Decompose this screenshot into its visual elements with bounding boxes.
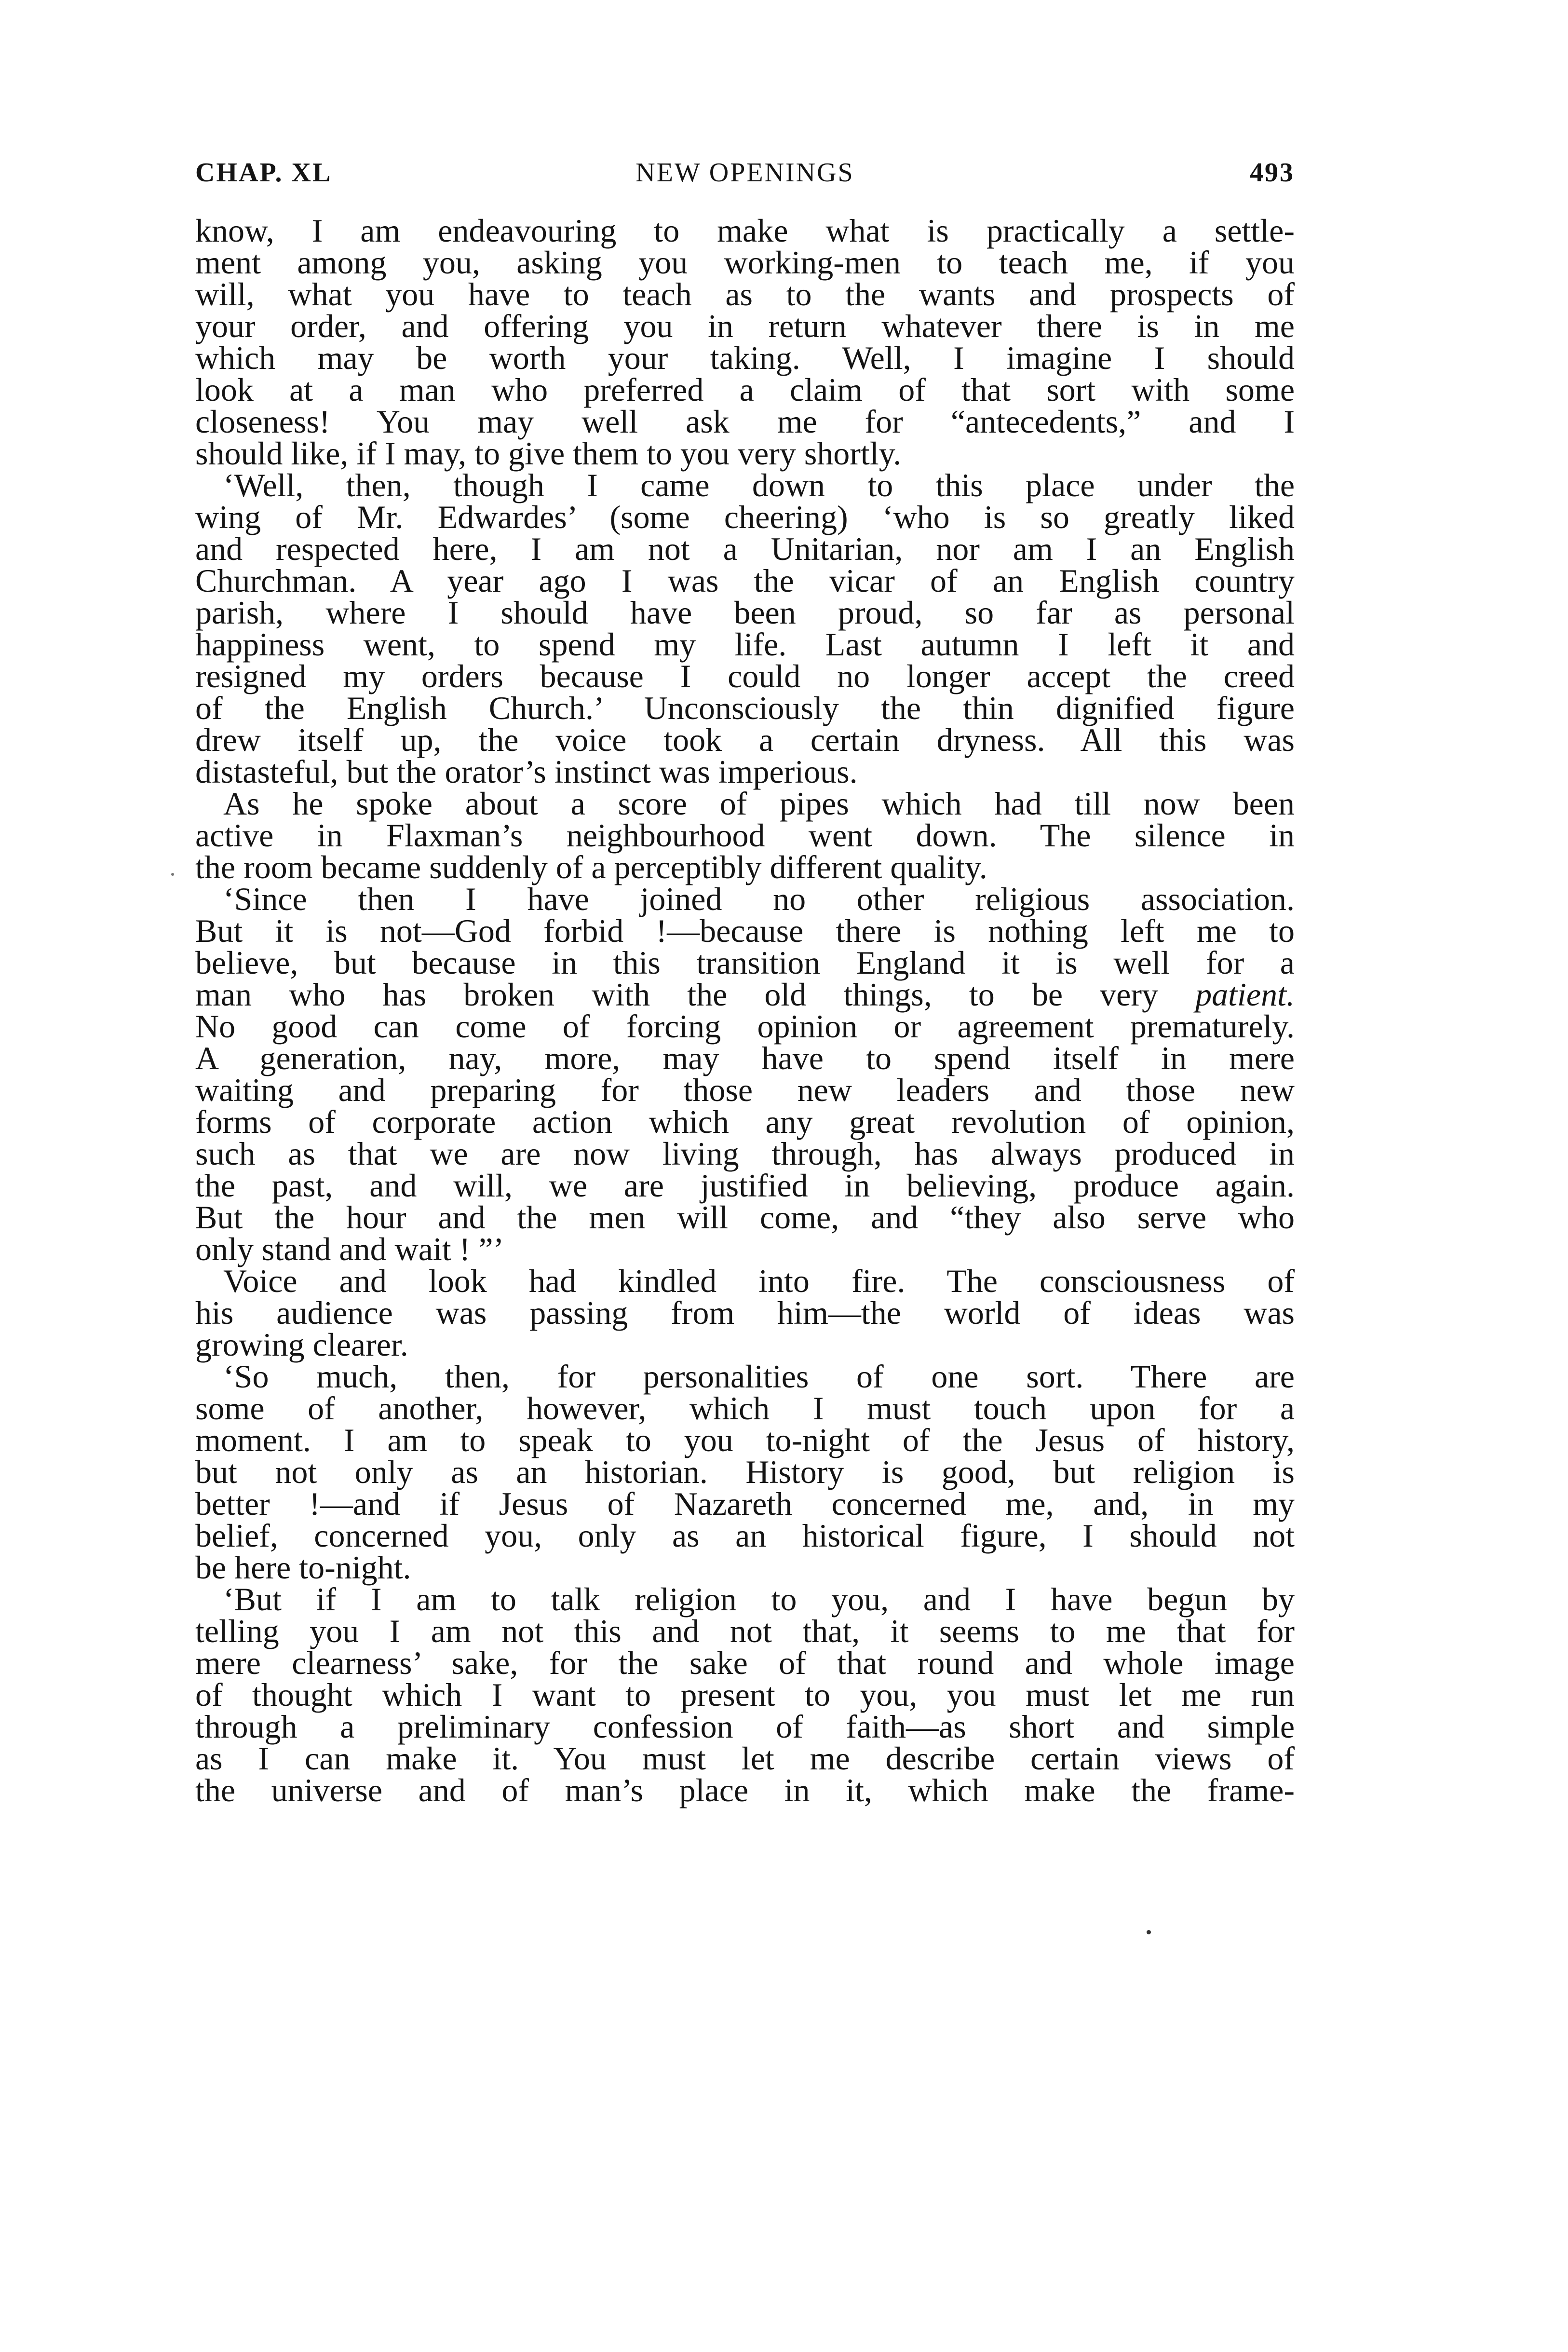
body-text (195, 212, 1295, 1808)
text-line: through a preliminary confession of faith—as short and simple (195, 1708, 1295, 1745)
text-line: should like, if I may, to give them to you very shortly. (195, 435, 902, 472)
text-line: parish, where I should have been proud, so far as personal (195, 594, 1295, 631)
text-line: distasteful, but the orator’s instinct was imperious. (195, 753, 858, 790)
running-header (195, 155, 1295, 194)
text-line: the past, and will, we are justified in believing, produce again. (195, 1167, 1295, 1204)
text-line: As he spoke about a score of pipes which had till now been (223, 785, 1295, 822)
text-line: forms of corporate action which any great revolution of opinion, (195, 1103, 1295, 1140)
text-line: ment among you, asking you working-men to teach me, if you (195, 244, 1295, 281)
text-line: active in Flaxman’s neighbourhood went down. The silence in (195, 817, 1295, 854)
text-line: growing clearer. (195, 1326, 408, 1363)
text-line: of the English Church.’ Unconsciously the thin dignified figure (195, 690, 1295, 726)
text-line: look at a man who preferred a claim of that sort with some (195, 371, 1295, 408)
text-line: better !—and if Jesus of Nazareth concerned me, and, in my (195, 1485, 1295, 1522)
text-line: and respected here, I am not a Unitarian, nor am I an English (195, 530, 1295, 567)
text-line: closeness! You may well ask me for “antecedents,” and I (195, 403, 1295, 440)
margin-speck (171, 873, 174, 876)
text-line: will, what you have to teach as to the wants and prospects of (195, 276, 1295, 313)
page-number: 493 (1250, 158, 1295, 188)
emphasis: patient. (1195, 976, 1295, 1013)
text-line: ‘Since then I have joined no other religious association. (223, 881, 1295, 917)
text-line: telling you I am not this and not that, it seems to me that for (195, 1613, 1295, 1649)
text-line: man who has broken with the old things, to be very patient. (195, 976, 1295, 1013)
text-line: moment. I am to speak to you to-night of the Jesus of history, (195, 1422, 1295, 1458)
text-line: the room became suddenly of a perceptibly different quality. (195, 849, 987, 885)
text-line: resigned my orders because I could no longer accept the creed (195, 658, 1295, 694)
text-line: ‘Well, then, though I came down to this place under the (223, 467, 1295, 503)
text-line: his audience was passing from him—the world of ideas was (195, 1294, 1295, 1331)
text-line: some of another, however, which I must touch upon for a (195, 1390, 1295, 1427)
text-line: Churchman. A year ago I was the vicar of an English country (195, 562, 1295, 599)
text-line: as I can make it. You must let me describe certain views of (195, 1740, 1295, 1777)
text-line: believe, but because in this transition England it is well for a (195, 944, 1295, 981)
text-line: your order, and offering you in return whatever there is in me (195, 308, 1295, 344)
text-line: But it is not—God forbid !—because there is nothing left me to (195, 912, 1295, 949)
text-line: but not only as an historian. History is good, but religion is (195, 1454, 1295, 1490)
text-line: mere clearness’ sake, for the sake of that round and whole image (195, 1645, 1295, 1681)
text-line: drew itself up, the voice took a certain dryness. All this was (195, 721, 1295, 758)
text-line: Voice and look had kindled into fire. The consciousness of (223, 1263, 1295, 1299)
text-line: happiness went, to spend my life. Last autumn I left it and (195, 626, 1295, 663)
text-line: wing of Mr. Edwardes’ (some cheering) ‘who is so greatly liked (195, 499, 1295, 535)
text-line: the universe and of man’s place in it, which make the frame- (195, 1772, 1295, 1808)
text-line: which may be worth your taking. Well, I imagine I should (195, 340, 1295, 376)
text-line: waiting and preparing for those new leaders and those new (195, 1072, 1295, 1108)
text-line: such as that we are now living through, has always produced in (195, 1135, 1295, 1172)
ink-speck (1147, 1930, 1151, 1934)
text-line: But the hour and the men will come, and “they also serve who (195, 1199, 1295, 1236)
text-line: only stand and wait ! ”’ (195, 1231, 504, 1267)
running-title: NEW OPENINGS (635, 158, 854, 188)
text-line: belief, concerned you, only as an historical figure, I should not (195, 1517, 1295, 1554)
chapter-label: CHAP. XL (195, 158, 332, 188)
text-line: No good can come of forcing opinion or agreement prematurely. (195, 1008, 1295, 1045)
text-line: of thought which I want to present to you, you must let me run (195, 1676, 1295, 1713)
text-line: be here to-night. (195, 1549, 411, 1586)
text-line: A generation, nay, more, may have to spend itself in mere (195, 1040, 1295, 1076)
text-line: ‘So much, then, for personalities of one sort. There are (223, 1358, 1295, 1395)
text-line: know, I am endeavouring to make what is practically a settle- (195, 212, 1295, 249)
text-line: ‘But if I am to talk religion to you, and I have begun by (223, 1581, 1295, 1618)
